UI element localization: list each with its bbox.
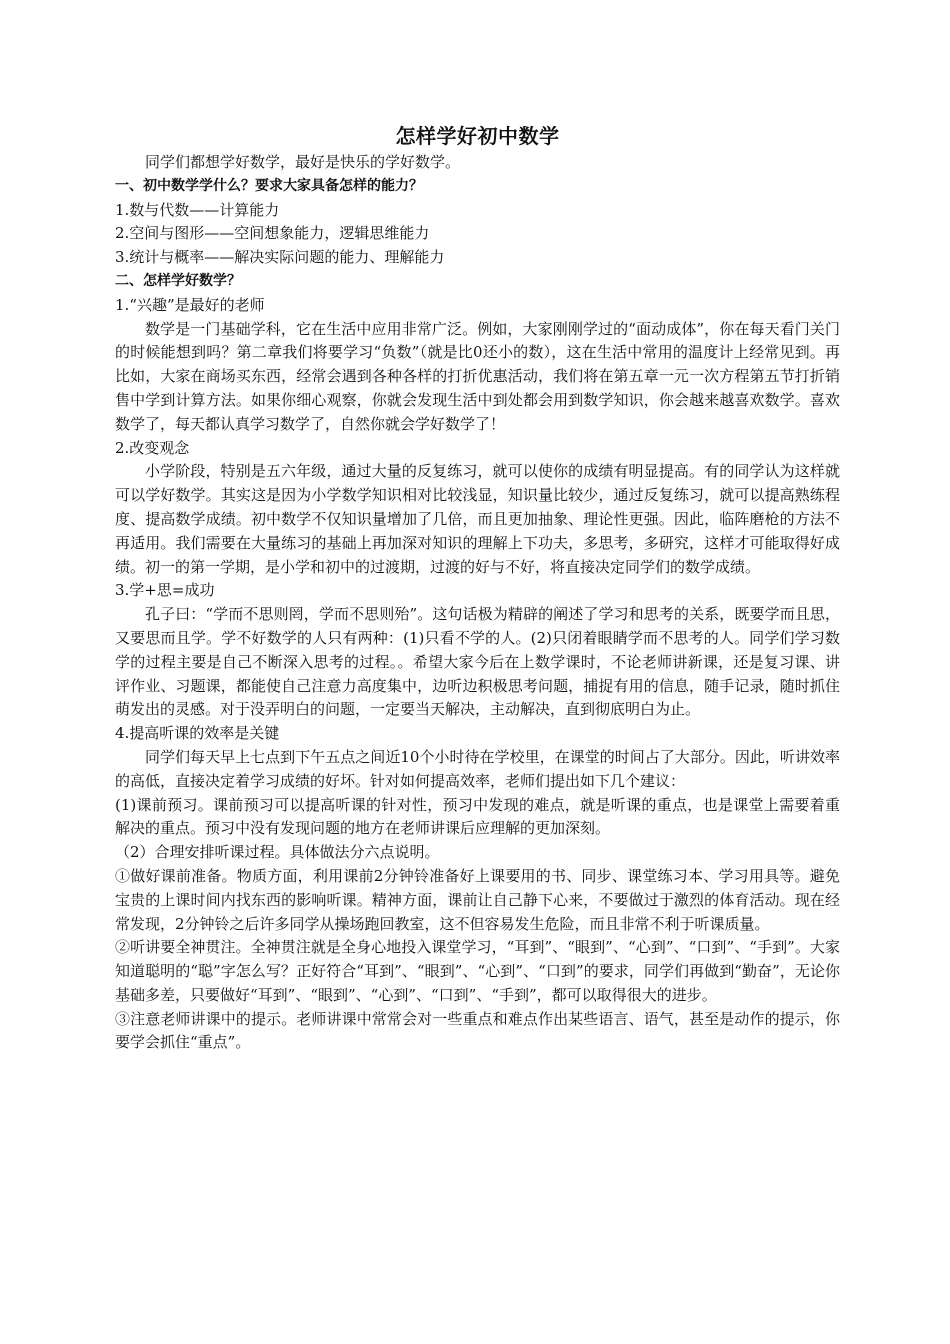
document-title: 怎样学好初中数学 <box>395 124 560 148</box>
sub2-paragraph: 小学阶段，特别是五六年级，通过大量的反复练习，就可以使你的成绩有明显提高。有的同学认为这样就可以学好数学。其实这是因为小学数学知识相对比较浅显，知识量比较少，通过反复练习，就可以提高熟练程度、提高数学成绩。初中数学不仅知识量增加了几倍，而且更加抽象、理论性更强。因此，临阵磨枪的方法不再适用。我们需要在大量练习的基础上再加深对知识的理解上下功夫，多思考，多研究，这样才可能取得好成绩。初一的第一学期，是小学和初中的过渡期，过渡的好与不好，将直接决定同学们的数学成绩。 <box>115 462 840 576</box>
point-2-paragraph: （2）合理安排听课过程。具体做法分六点说明。 <box>115 843 440 862</box>
sub3-title: 3.学+思=成功 <box>115 581 215 600</box>
document-page <box>115 121 840 1055</box>
sub4-title: 4.提高听课的效率是关键 <box>115 724 280 743</box>
section1-item-2: 2.空间与图形——空间想象能力，逻辑思维能力 <box>115 224 430 243</box>
circle-point-3-paragraph: ③注意老师讲课中的提示。老师讲课中常常会对一些重点和难点作出某些语言、语气，甚至是动作的提示，你要学会抓住“重点”。 <box>115 1009 840 1052</box>
section1-heading: 一、初中数学学什么？要求大家具备怎样的能力？ <box>115 177 423 194</box>
sub4-paragraph: 同学们每天早上七点到下午五点之间近10个小时待在学校里，在课堂的时间占了大部分。因此，听讲效率的高低，直接决定着学习成绩的好坏。针对如何提高效率，老师们提出如下几个建议： <box>115 747 840 790</box>
section1-item-1: 1.数与代数——计算能力 <box>115 200 280 219</box>
sub1-paragraph: 数学是一门基础学科，它在生活中应用非常广泛。例如，大家刚刚学过的“面动成体”，你在每天看门关门的时候能想到吗？第二章我们将要学习“负数”（就是比0还小的数），这在生活中常用的温度计上经常见到。再比如，大家在商场买东西，经常会遇到各种各样的打折优惠活动，我们将在第五章一元一次方程第五节打折销售中学到计算方法。如果你细心观察，你就会发现生活中到处都会用到数学知识，你会越来越喜欢数学。喜欢数学了，每天都认真学习数学了，自然你就会学好数学了！ <box>115 319 840 433</box>
sub3-paragraph: 孔子曰：“学而不思则罔，学而不思则殆”。这句话极为精辟的阐述了学习和思考的关系，既要学而且思，又要思而且学。学不好数学的人只有两种：(1)只看不学的人。(2)只闭着眼睛学而不思考的人。同学们学习数学的过程主要是自己不断深入思考的过程。。希望大家今后在上数学课时，不论老师讲新课，还是复习课、讲评作业、习题课，都能使自己注意力高度集中，边听边积极思考问题，捕捉有用的信息，随手记录，随时抓住萌发出的灵感。对于没弄明白的问题，一定要当天解决，主动解决，直到彻底明白为止。 <box>115 605 840 719</box>
circle-point-2-paragraph: ②听讲要全神贯注。全神贯注就是全身心地投入课堂学习，“耳到”、“眼到”、“心到”、“口到”、“手到”。大家知道聪明的“聪”字怎么写？正好符合“耳到”、“眼到”、“心到”、“口到”的要求，同学们再做到“勤奋”，无论你基础多差，只要做好“耳到”、“眼到”、“心到”、“口到”、“手到”，都可以取得很大的进步。 <box>115 938 840 1004</box>
circle-point-1-paragraph: ①做好课前准备。物质方面，利用课前2分钟铃准备好上课要用的书、同步、课堂练习本、学习用具等。避免宝贵的上课时间内找东西的影响听课。精神方面，课前让自己静下心来，不要做过于激烈的体育活动。现在经常发现，2分钟铃之后许多同学从操场跑回教室，这不但容易发生危险，而且非常不利于听课质量。 <box>115 866 840 933</box>
section1-item-3: 3.统计与概率——解决实际问题的能力、理解能力 <box>115 248 445 267</box>
point-1-paragraph: (1)课前预习。课前预习可以提高听课的针对性，预习中发现的难点，就是听课的重点，也是课堂上需要着重解决的重点。预习中没有发现问题的地方在老师讲课后应理解的更加深刻。 <box>115 795 840 838</box>
section2-heading: 二、怎样学好数学？ <box>115 272 241 289</box>
sub1-title: 1.“兴趣”是最好的老师 <box>115 295 265 314</box>
intro-paragraph: 同学们都想学好数学，最好是快乐的学好数学。 <box>145 153 461 171</box>
sub2-title: 2.改变观念 <box>115 438 190 457</box>
